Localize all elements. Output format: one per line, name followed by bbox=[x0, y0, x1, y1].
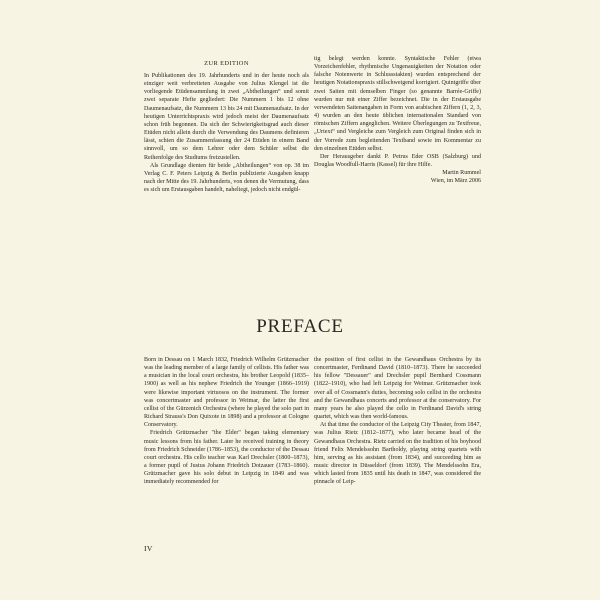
paragraph: the position of first cellist in the Gewandhaus Orchestra by its concertmaster, Ferdinand David (1810–1873). There he succeeded his fellow "Dessauer" and Drechsler pupil Bernhard Cossmann (1822–1910), who had left Leipzig for Weimar. Grützmacher took over all of Cossmann's duties, becoming solo cellist in the orchestra and the Gewandhaus concerts and professor at the conservatory. For many years he also played the cello in Ferdinand David's string quartet, which was then world-famous. bbox=[314, 357, 481, 421]
paragraph: Friedrich Grützmacher "the Elder" began taking elementary music lessons from his father. Later he received training in theory from Friedrich Schneider (1786–1853), the conductor of the Dessau court orchestra. His cello teacher was Karl Drechsler (1800–1873), a former pupil of Justus Johann Friedrich Dotzauer (1783–1860). Grützmacher gave his solo debut in Leipzig in 1849 and was immediately recommended for bbox=[144, 430, 309, 486]
page-number: IV bbox=[144, 544, 153, 553]
paragraph: In Publikationen des 19. Jahrhunderts und in der heute noch als einziger weit verbreiteten Ausgabe von Julius Klengel ist die vorliegende Etüdensammlung in zwei „Abtheilungen“ und somit zwei separate Hefte gegliedert: Die Nummern 1 bis 12 ohne Daumenaufsatz, die Nummern 13 bis 24 mit Daumenaufsatz. In der heutigen Unterrichtspraxis wird jedoch meist der Daumenaufsatz schon früh begonnen. Da sich der Schwierigkeitsgrad auch dieser Etüden nicht allein durch die Verwendung des Daumens definieren lässt, schien die Zusammenfassung der 24 Etüden in einem Band sinnvoll, um so dem Lehrer oder dem Schüler selbst die Reihenfolge des Studiums freizustellen. bbox=[144, 73, 309, 161]
signature-place-date: Wien, im März 2006 bbox=[430, 178, 481, 185]
preface-column-left bbox=[144, 356, 309, 487]
edition-column-left bbox=[144, 72, 309, 194]
preface-column-right bbox=[314, 356, 481, 487]
edition-column-right bbox=[314, 55, 481, 186]
signature-name: Martin Rummel bbox=[442, 170, 481, 177]
paragraph: tig belegt werden konnte. Syntaktische Fehler (etwa Vorzeichenfehler, rhythmische Ungenauigkeiten der Notation oder falsche Notenwerte in Schlussstakten) wurden entsprechend der heutigen Notationspraxis stillschweigend korrigiert. Quintgriffe über zwei Saiten mit demselben Finger (so genannte Barrée-Griffe) wurden nur mit einer Ziffer bezeichnet. Die in der Erstausgabe verwendeten Saitenangaben in Form von arabischen Ziffern (1, 2, 3, 4) wurden an den heute üblichen internationalen Standard von römischen Ziffern angeglichen. Weitere Überlegungen zu Textfreue, „Urtext“ und Vergleiche zum Vergleich zum Original finden sich in der Vorrede zum begleitenden Textband sowie im Kommentar zu den einzelnen Etüden selbst. bbox=[314, 56, 481, 152]
paragraph: Als Grundlage dienten für beide „Abtheilungen“ von op. 38 im Verlag C. F. Peters Leipzig & Berlin publizierte Ausgaben knapp nach der Mitte des 19. Jahrhunderts, von denen die Vermutung, dass es sich um Erstausgaben handelt, naheliegt, jedoch nicht endgül- bbox=[144, 162, 309, 194]
preface-heading: PREFACE bbox=[256, 316, 344, 337]
paragraph: Born in Dessau on 1 March 1832, Friedrich Wilhelm Grützmacher was the leading member of a large family of cellists. His father was a musician in the local court orchestra, his brother Leopold (1835–1900) as well as his nephew Friedrich the Younger (1866–1919) were likewise important virtuosos on the instrument. The former was concertmaster and professor in Weimar, the latter the first cellist of the Gürzenich Orchestra (where he played the solo part in Richard Strauss's Don Quixote in 1898) and a professor at Cologne Conservatory. bbox=[144, 357, 309, 429]
edition-heading: ZUR EDITION bbox=[204, 60, 249, 67]
paragraph: Der Herausgeber dankt P. Petrus Eder OSB (Salzburg) und Douglas Woodfull-Harris (Kassel) für ihre Hilfe. bbox=[314, 153, 481, 169]
paragraph: At that time the conductor of the Leipzig City Theater, from 1847, was Julius Rietz (1812–1877), who later became head of the Gewandhaus Orchestra. Rietz carried on the tradition of his boyhood friend Felix Mendelssohn Bartholdy, playing string quartets with him, serving as his assistant (from 1834), and succeeding him as music director in Düsseldorf (from 1839). The Mendelssohn Era, which lasted from 1835 until his death in 1847, was considered the pinnacle of Leip- bbox=[314, 422, 481, 486]
